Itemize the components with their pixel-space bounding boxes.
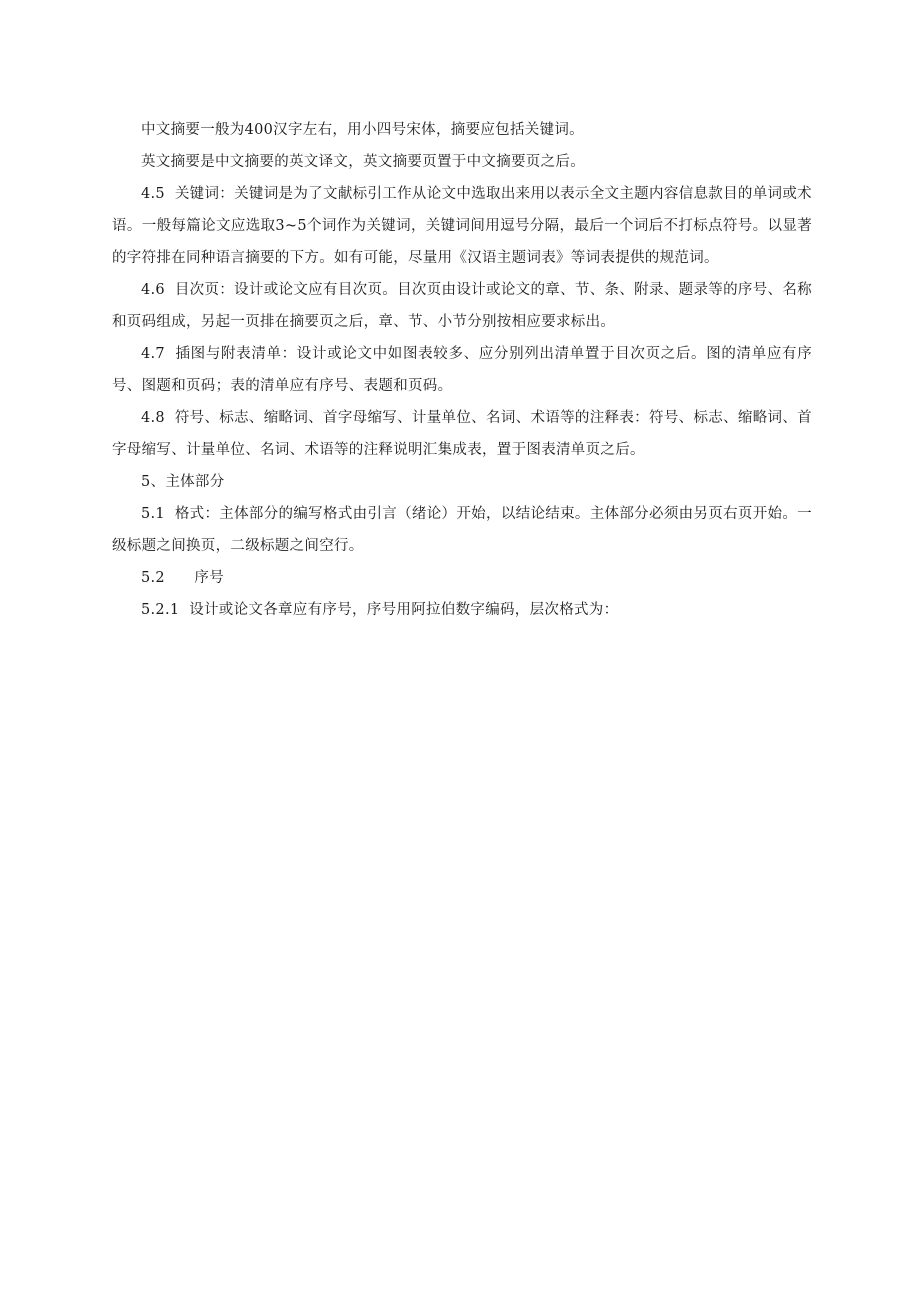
heading-5-2-numbering: 5.2 序号	[141, 570, 225, 586]
heading-5-main-body: 5、主体部分	[141, 474, 225, 490]
paragraph-4-5-keywords: 4.5 关键词：关键词是为了文献标引工作从论文中选取出来用以表示全文主题内容信息款目的单词或术语。一般每篇论文应选取3~5个词作为关键词，关键词间用逗号分隔，最后一个词后不打标点符号。以显著的字符排在同种语言摘要的下方。如有可能，尽量用《汉语主题词表》等词表提供的规范词。	[112, 186, 812, 266]
paragraph-4-8-notation-table: 4.8 符号、标志、缩略词、首字母缩写、计量单位、名词、术语等的注释表：符号、标志、缩略词、首字母缩写、计量单位、名词、术语等的注释说明汇集成表，置于图表清单页之后。	[112, 410, 812, 458]
paragraph-5-2-1-chapter-numbering: 5.2.1 设计或论文各章应有序号，序号用阿拉伯数字编码，层次格式为：	[141, 602, 619, 618]
paragraph-4-7-figure-table-list: 4.7 插图与附表清单：设计或论文中如图表较多、应分别列出清单置于目次页之后。图的清单应有序号、图题和页码；表的清单应有序号、表题和页码。	[112, 346, 812, 394]
paragraph-chinese-abstract: 中文摘要一般为400汉字左右，用小四号宋体，摘要应包括关键词。	[141, 122, 584, 138]
paragraph-4-6-contents-page: 4.6 目次页：设计或论文应有目次页。目次页由设计或论文的章、节、条、附录、题录等的序号、名称和页码组成，另起一页排在摘要页之后，章、节、小节分别按相应要求标出。	[112, 282, 812, 330]
paragraph-5-1-format: 5.1 格式：主体部分的编写格式由引言（绪论）开始，以结论结束。主体部分必须由另页右页开始。一级标题之间换页，二级标题之间空行。	[112, 506, 812, 554]
paragraph-english-abstract: 英文摘要是中文摘要的英文译文，英文摘要页置于中文摘要页之后。	[141, 154, 585, 170]
document-body	[112, 114, 812, 626]
